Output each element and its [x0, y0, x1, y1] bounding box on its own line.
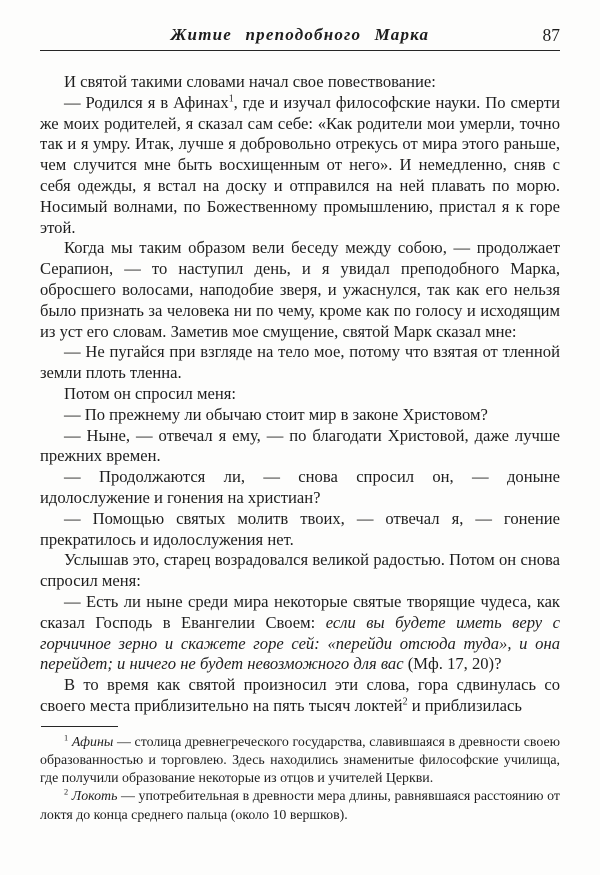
italic-text: Локоть: [71, 789, 118, 805]
paragraph: [40, 72, 560, 93]
paragraph: [40, 405, 560, 426]
text-segment: Потом он спросил меня:: [64, 383, 236, 403]
text-segment: и приблизилась: [407, 695, 522, 715]
text-segment: — Не пугайся при взгляде на тело мое, потому что взятая от тленной земли плоть тленна.: [40, 342, 560, 383]
text-segment: (Мф. 17, 20)?: [403, 654, 502, 674]
page-number: 87: [542, 25, 560, 45]
paragraph: [40, 550, 560, 592]
header-rule: [40, 50, 560, 51]
text-segment: — Ныне, — отвечал я ему, — по благодати Христовой, даже лучше прежних времен.: [40, 425, 560, 466]
footnote-marker: 1: [64, 733, 69, 743]
paragraph: [40, 93, 560, 239]
page-header: [40, 25, 560, 48]
italic-text: Афины: [71, 734, 114, 750]
body-text: [40, 72, 560, 717]
text-segment: — столица древнегреческого государства, славившаяся в древности своею образованностью и торговлею. Здесь находились знаменитые философские училища, где получили образование некоторые из отцов и учителей Церкви.: [40, 734, 560, 787]
footnotes: [40, 734, 560, 825]
text-segment: В то время как святой произносил эти слова, гора сдвинулась со своего места приблизительно на пять тысяч локтей: [40, 675, 560, 715]
text-segment: Когда мы таким образом вели беседу между собою, — продолжает Серапион, — то наступил день, и я увидал преподобного Марка, обросшего волосами, наподобие зверя, и ужаснулся, так как его нельзя было признать за человека ни по чему, кроме как по голосу и исходящим из уст его словам. Заметив мое смущение, святой Марк сказал мне:: [40, 238, 560, 341]
paragraph: [40, 592, 560, 675]
paragraph: [40, 384, 560, 405]
footnote-marker: 2: [64, 787, 69, 797]
text-segment: Услышав это, старец возрадовался великой радостью. Потом он снова спросил меня:: [40, 550, 560, 591]
footnote-separator: [41, 726, 118, 727]
text-segment: — Помощью святых молитв твоих, — отвечал я, — гонение прекратилось и идолослужения нет.: [40, 508, 560, 549]
text-segment: И святой такими словами начал свое повествование:: [64, 72, 436, 91]
paragraph: [40, 238, 560, 342]
text-segment: — употребительная в древности мера длины, равнявшаяся расстоянию от локтя до конца среднего пальца (около 10 вершков).: [40, 789, 560, 823]
paragraph: [40, 467, 560, 509]
text-segment: — Родился я в Афинах: [64, 92, 229, 112]
footnote-ref: 2: [402, 696, 408, 708]
footnote: [40, 788, 560, 824]
italic-text: если вы будете иметь веру с горчичное зерно и скажете горе сей: «перейди отсюда туда», и она перейдет; и ничего не будет невозможного для вас: [40, 612, 560, 674]
paragraph: [40, 426, 560, 468]
paragraph: [40, 342, 560, 384]
footnote: [40, 734, 560, 789]
text-segment: — Есть ли ныне среди мира некоторые святые творящие чудеса, как сказал Господь в Евангелии Своем:: [40, 591, 560, 632]
text-segment: , где и изучал философские науки. По смерти же моих родителей, я сказал сам себе: «Как родители мои умерли, точно так и я умру. Итак, лучше я добровольно отрекусь от мира этого раньше, чем случится мне быть восхищенным от него». И немедленно, сняв с себя одежды, я встал на доску и отправился на ней плавать по морю. Носимый волнами, по Божественному промышлению, пристал я к горе этой.: [40, 92, 560, 237]
running-title: Житие преподобного Марка: [170, 25, 430, 44]
paragraph: [40, 509, 560, 551]
text-segment: — По прежнему ли обычаю стоит мир в законе Христовом?: [64, 404, 488, 424]
paragraph: [40, 675, 560, 717]
footnote-ref: 1: [228, 93, 234, 105]
text-segment: — Продолжаются ли, — снова спросил он, — доныне идолослужение и гонения на христиан?: [40, 467, 560, 507]
